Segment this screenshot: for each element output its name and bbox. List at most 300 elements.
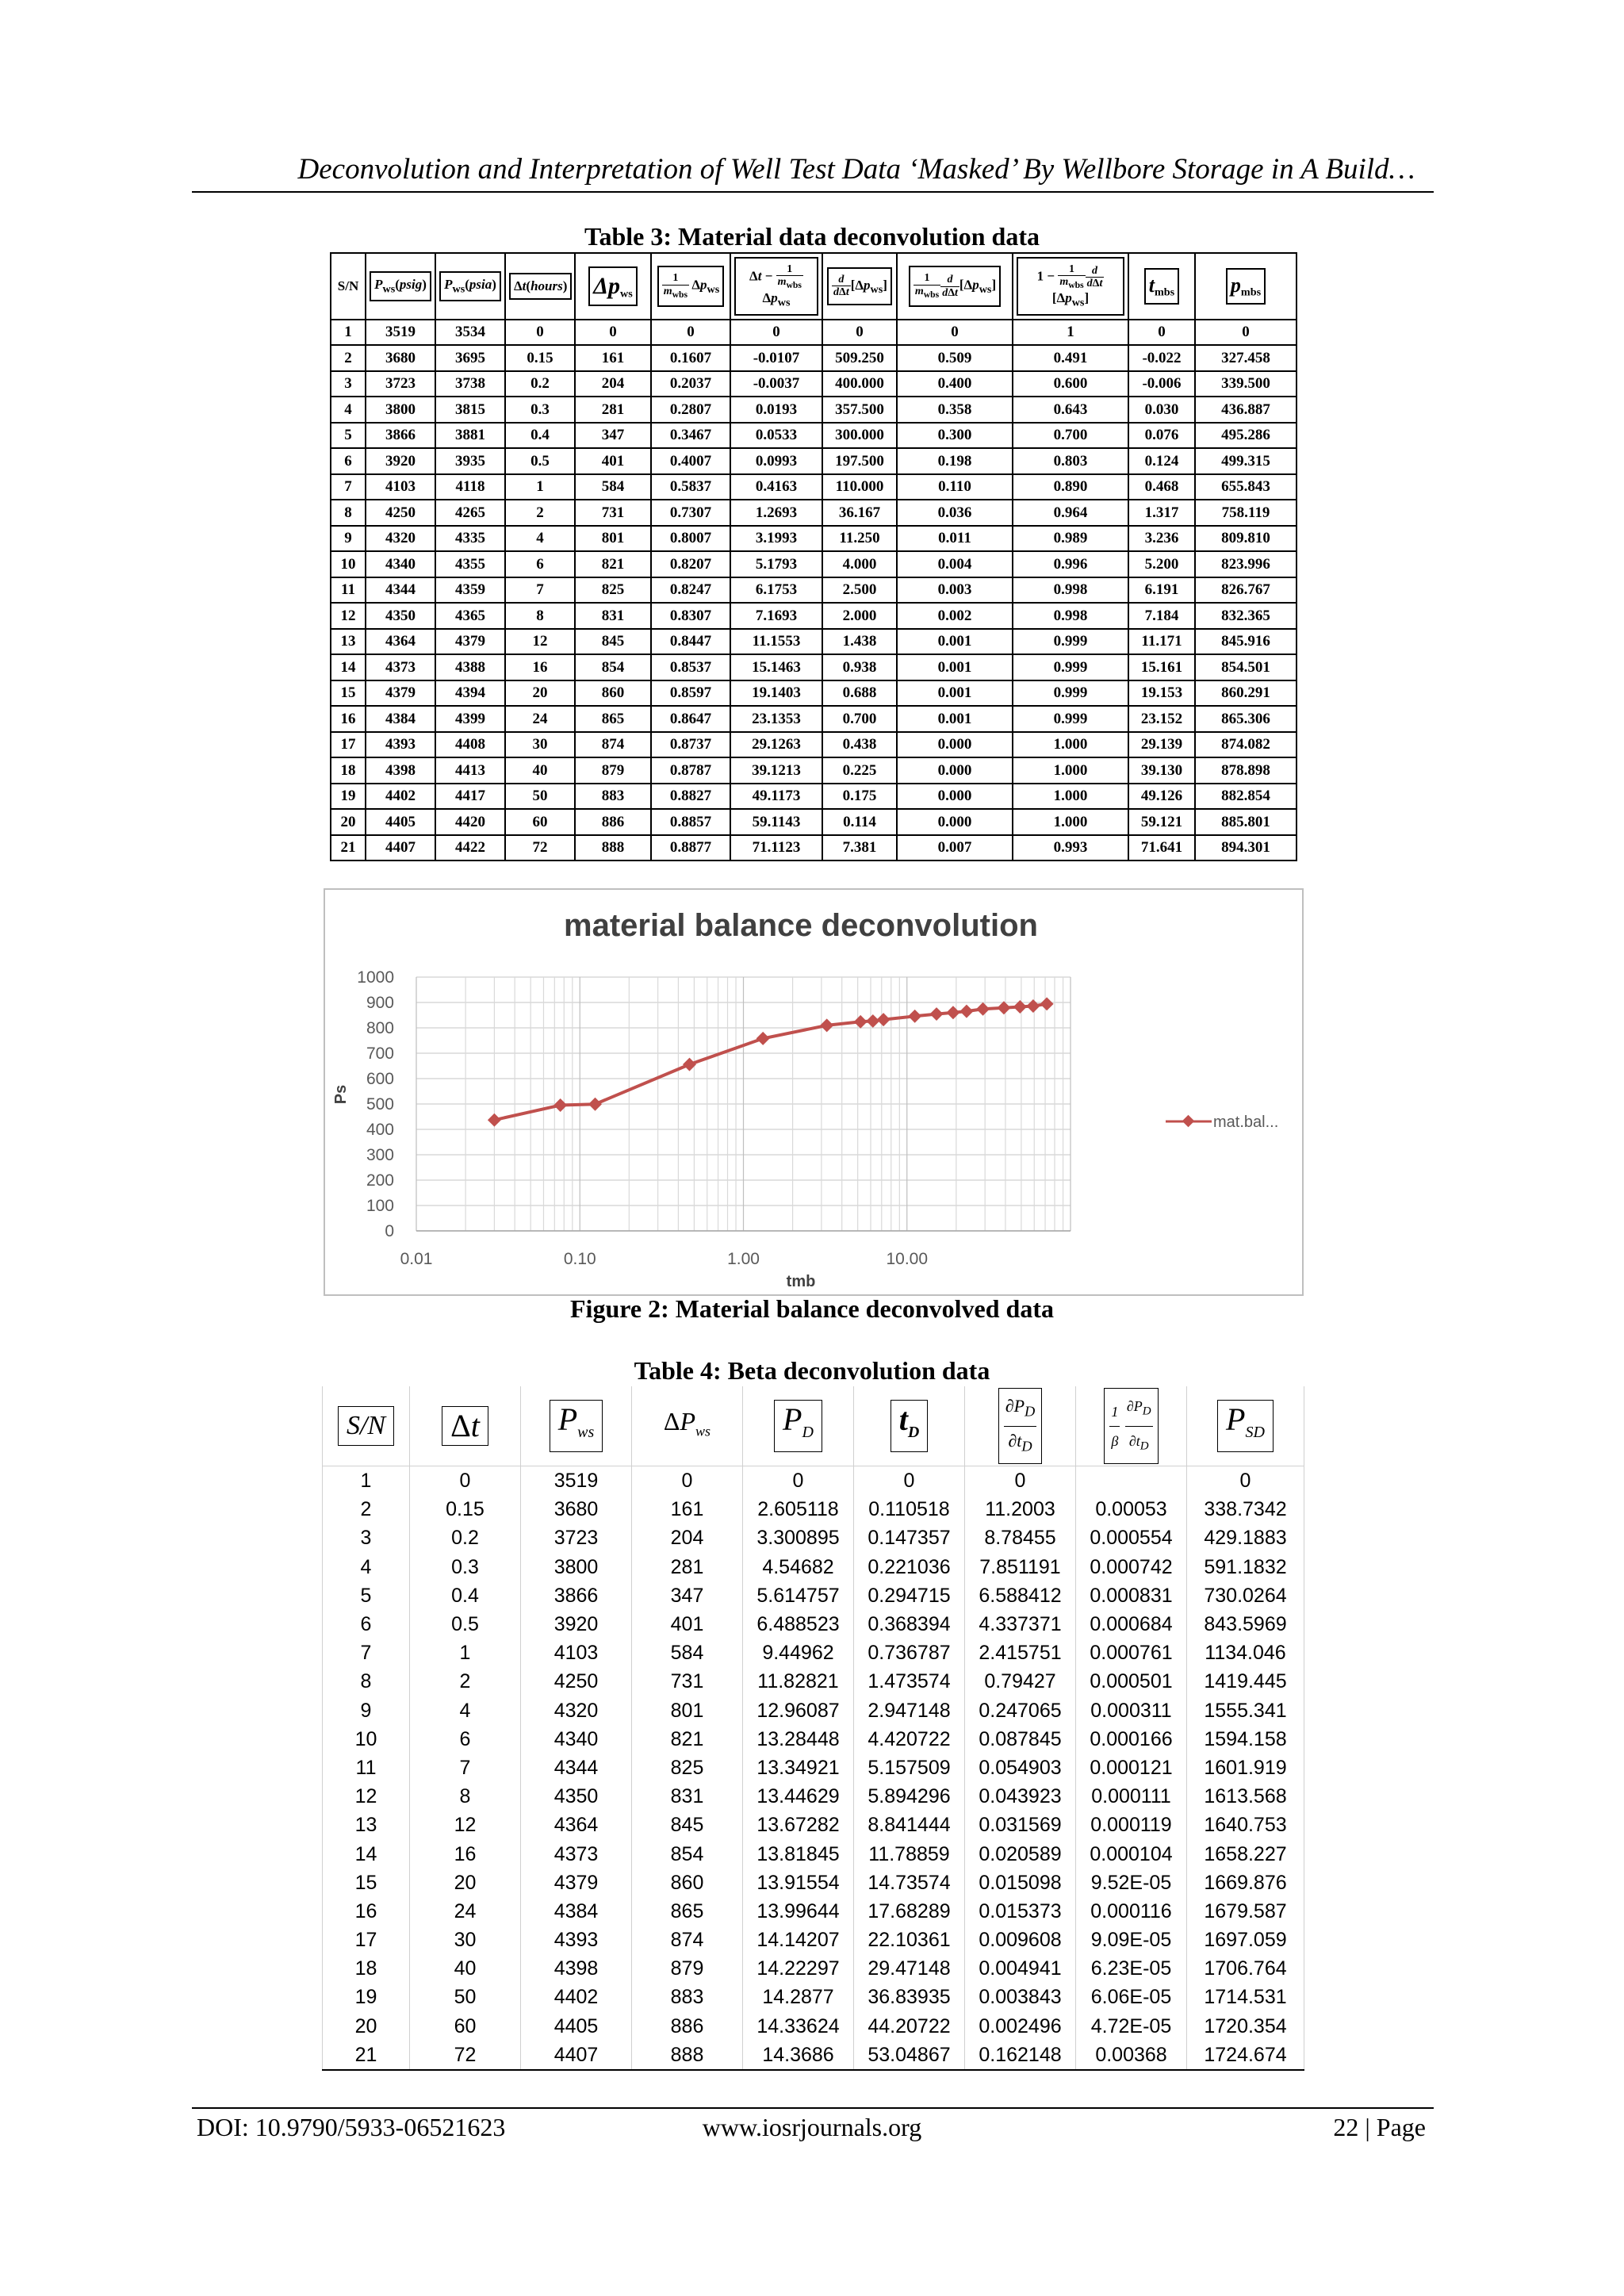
table4-row [323, 1754, 1304, 1782]
table3-cell: 0 [651, 320, 730, 346]
y-tick-label: 800 [366, 1019, 394, 1037]
table3-cell: 0.491 [1013, 345, 1128, 371]
table4-cell: 3723 [521, 1524, 632, 1552]
table3-cell: 0.8857 [651, 809, 730, 835]
table4-cell: 0.000501 [1076, 1667, 1187, 1696]
table4-cell: 11.78859 [854, 1839, 965, 1868]
table3-cell: 0.000 [897, 732, 1013, 758]
table3-row [331, 448, 1297, 474]
t3-col-pws-psia: $P_{ws}(psia)$ [435, 253, 505, 320]
table3-cell: 801 [575, 526, 651, 552]
t3-col-sn: S/N [331, 253, 366, 320]
table4-cell: 0.000831 [1076, 1581, 1187, 1610]
table4-cell: 7 [410, 1754, 521, 1782]
data-point [946, 1006, 959, 1019]
table3-cell: 0.7307 [651, 500, 730, 526]
table3-row [331, 732, 1297, 758]
table3-cell: 4373 [366, 654, 435, 680]
data-point [553, 1098, 567, 1112]
table4-cell: 0.003843 [965, 1983, 1076, 2011]
table3-cell: 0.3 [505, 397, 575, 423]
table3-cell: 0.124 [1128, 448, 1195, 474]
table3-cell: 0.999 [1013, 706, 1128, 732]
data-point [1026, 999, 1040, 1013]
table3-cell: 17 [331, 732, 366, 758]
table4-cell: 0.368394 [854, 1610, 965, 1639]
table3-cell: 0.030 [1128, 397, 1195, 423]
table3-cell: 0.011 [897, 526, 1013, 552]
table3-cell: 4402 [366, 784, 435, 810]
table3-cell: 0.8207 [651, 551, 730, 577]
table3-cell: 7 [331, 474, 366, 500]
table3-cell: 0.964 [1013, 500, 1128, 526]
table3-cell: 1.000 [1013, 732, 1128, 758]
table3-cell: 8 [505, 603, 575, 629]
table4-cell: 0 [1187, 1466, 1304, 1496]
table3-cell: 0.8307 [651, 603, 730, 629]
table3-cell: 0.643 [1013, 397, 1128, 423]
table3-cell: 71.641 [1128, 835, 1195, 861]
table3-cell: 6.1753 [730, 577, 822, 604]
table4-cell: 5.614757 [743, 1581, 854, 1610]
table4-cell: 0.031569 [965, 1811, 1076, 1839]
table3-cell: 59.121 [1128, 809, 1195, 835]
table4-cell: 19 [323, 1983, 410, 2011]
table4-cell: 29.47148 [854, 1954, 965, 1983]
table3-cell: 0.8007 [651, 526, 730, 552]
t3-col-tmbs: $t_{mbs}$ [1128, 253, 1195, 320]
table3-cell: 4394 [435, 680, 505, 707]
table3-cell: 6.191 [1128, 577, 1195, 604]
table4-cell: 854 [632, 1839, 743, 1868]
table4-cell: 0.4 [410, 1581, 521, 1610]
footer-divider [192, 2107, 1434, 2109]
y-tick-label: 0 [385, 1222, 394, 1240]
table3-cell: 7.381 [822, 835, 897, 861]
table3-cell: 0.000 [897, 809, 1013, 835]
table4-cell: 204 [632, 1524, 743, 1552]
t3-col-dt-hours: Δt(hours) [505, 253, 575, 320]
table4-cell: 11 [323, 1754, 410, 1782]
table4-cell: 1 [410, 1639, 521, 1667]
table3-cell: 4320 [366, 526, 435, 552]
table3-cell: 11.1553 [730, 629, 822, 655]
table4-cell: 1 [323, 1466, 410, 1496]
table3-cell: 0.3467 [651, 423, 730, 449]
table3-cell: 0.1607 [651, 345, 730, 371]
table3-row [331, 809, 1297, 835]
table3-cell: 825 [575, 577, 651, 604]
table3-cell: 19.153 [1128, 680, 1195, 707]
table3-cell: 3935 [435, 448, 505, 474]
table3-cell: 2 [505, 500, 575, 526]
table3-row [331, 629, 1297, 655]
table4-row [323, 1782, 1304, 1811]
table3-cell: 13 [331, 629, 366, 655]
table4-row [323, 1553, 1304, 1581]
table4-cell: 879 [632, 1954, 743, 1983]
table3-cell: 0.700 [1013, 423, 1128, 449]
table4-cell: 5.157509 [854, 1754, 965, 1782]
table4-cell: 888 [632, 2041, 743, 2070]
table4-row [323, 1524, 1304, 1552]
data-point [854, 1015, 868, 1029]
t3-col-pws-psig: $P_{ws}(psig)$ [366, 253, 435, 320]
table3-cell: 0.998 [1013, 603, 1128, 629]
table4-row [323, 1897, 1304, 1926]
table3-row [331, 577, 1297, 604]
table3-cell: 845.916 [1195, 629, 1297, 655]
table4-cell: 0.000554 [1076, 1524, 1187, 1552]
table3-cell: 40 [505, 757, 575, 784]
table4-cell: 13 [323, 1811, 410, 1839]
table4-cell: 2 [410, 1667, 521, 1696]
table3-cell: 5.1793 [730, 551, 822, 577]
table4-cell: 22.10361 [854, 1926, 965, 1954]
data-point [997, 1001, 1010, 1014]
table3-cell: 0.890 [1013, 474, 1128, 500]
table3-row [331, 706, 1297, 732]
table3-cell: 860 [575, 680, 651, 707]
table4-cell: 8.841444 [854, 1811, 965, 1839]
table3-cell: 4250 [366, 500, 435, 526]
table4-cell: 4344 [521, 1754, 632, 1782]
x-tick-label: 0.10 [563, 1250, 596, 1268]
table3-cell: 339.500 [1195, 371, 1297, 397]
table3-row [331, 835, 1297, 861]
table3-cell: -0.0037 [730, 371, 822, 397]
table3-cell: 3 [331, 371, 366, 397]
table3-cell: 874 [575, 732, 651, 758]
table4-cell: 1419.445 [1187, 1667, 1304, 1696]
table4-cell: 0.002496 [965, 2012, 1076, 2041]
table3-cell: 4388 [435, 654, 505, 680]
table3-cell: 0.8737 [651, 732, 730, 758]
table3-cell: 3920 [366, 448, 435, 474]
table4-cell: 6.06E-05 [1076, 1983, 1187, 2011]
table3-cell: 3815 [435, 397, 505, 423]
footer-doi: DOI: 10.9790/5933-06521623 [197, 2113, 506, 2141]
table3-cell: 0.8247 [651, 577, 730, 604]
table4-cell: 13.91554 [743, 1869, 854, 1897]
table4-cell: 2.947148 [854, 1696, 965, 1725]
table3-cell: 0.8827 [651, 784, 730, 810]
table4-cell: 4393 [521, 1926, 632, 1954]
table4-cell: 10 [323, 1725, 410, 1754]
table3-caption: Table 3: Material data deconvolution data [584, 222, 1040, 251]
table4-cell: 401 [632, 1610, 743, 1639]
table3-row [331, 500, 1297, 526]
table4-cell: 3.300895 [743, 1524, 854, 1552]
table3-cell: 16 [331, 706, 366, 732]
table4-cell: 72 [410, 2041, 521, 2070]
table3-cell: 0.803 [1013, 448, 1128, 474]
table3-cell: 357.500 [822, 397, 897, 423]
table3-cell: 4359 [435, 577, 505, 604]
data-point [756, 1032, 770, 1045]
table4-row [323, 1610, 1304, 1639]
table3-cell: 1 [1013, 320, 1128, 346]
table3-cell: 197.500 [822, 448, 897, 474]
table4-cell: 0.000121 [1076, 1754, 1187, 1782]
table3-cell: 865 [575, 706, 651, 732]
table3-cell: 0.300 [897, 423, 1013, 449]
table4-row [323, 1696, 1304, 1725]
table4-cell: 0.087845 [965, 1725, 1076, 1754]
table3-cell: 110.000 [822, 474, 897, 500]
table3-cell: 11.171 [1128, 629, 1195, 655]
table4-cell: 4405 [521, 2012, 632, 2041]
table3-row [331, 423, 1297, 449]
table3-cell: 20 [331, 809, 366, 835]
table3-cell: 0.003 [897, 577, 1013, 604]
table3-cell: 0 [1195, 320, 1297, 346]
table3-cell: 0 [897, 320, 1013, 346]
table3-cell: 0.8597 [651, 680, 730, 707]
table3-cell: 4405 [366, 809, 435, 835]
table3-cell: 0.001 [897, 680, 1013, 707]
table3-cell: 300.000 [822, 423, 897, 449]
table4-cell: 53.04867 [854, 2041, 965, 2070]
table3-cell: 4364 [366, 629, 435, 655]
y-tick-label: 900 [366, 994, 394, 1012]
table4-cell: 0.15 [410, 1495, 521, 1524]
x-axis-label: tmb [786, 1273, 816, 1290]
table3-header-row [331, 253, 1297, 320]
table4-row [323, 1581, 1304, 1610]
table3-cell: 19 [331, 784, 366, 810]
table3-cell: 1.000 [1013, 809, 1128, 835]
table3-cell: 584 [575, 474, 651, 500]
table3-cell: 71.1123 [730, 835, 822, 861]
table3-cell: 4379 [435, 629, 505, 655]
table3-cell: 281 [575, 397, 651, 423]
table4-cell: 0.015098 [965, 1869, 1076, 1897]
table4-row [323, 1839, 1304, 1868]
table3-cell: 3866 [366, 423, 435, 449]
table3-cell: 3695 [435, 345, 505, 371]
t3-col-norm-derivative: $\frac{1}{m_{wbs}}$ $\frac{d}{\text{dΔt}}$ $[\Delta p_{ws}]$ [897, 253, 1013, 320]
chart-svg [325, 890, 1302, 1294]
table4-cell: 13.28448 [743, 1725, 854, 1754]
table4-row [323, 1811, 1304, 1839]
table3-cell: 4340 [366, 551, 435, 577]
table4-cell: 3519 [521, 1466, 632, 1496]
table3-cell: 2.000 [822, 603, 897, 629]
table3-cell: 0.001 [897, 654, 1013, 680]
t4-col-pd: $P_D$ [743, 1386, 854, 1466]
table3-cell: 3680 [366, 345, 435, 371]
table3-cell: 821 [575, 551, 651, 577]
table4-cell: 4103 [521, 1639, 632, 1667]
table4-cell: 2 [323, 1495, 410, 1524]
table3-row [331, 397, 1297, 423]
table3-cell: 4265 [435, 500, 505, 526]
table3-cell: 0.4007 [651, 448, 730, 474]
table3-cell: 29.1263 [730, 732, 822, 758]
table3-cell: 0.175 [822, 784, 897, 810]
table3-cell: 826.767 [1195, 577, 1297, 604]
table4-cell: 9.44962 [743, 1639, 854, 1667]
table3-row [331, 784, 1297, 810]
table3-cell: 0.5 [505, 448, 575, 474]
table3-cell: 0.993 [1013, 835, 1128, 861]
table4-cell: 4384 [521, 1897, 632, 1926]
table3-cell: 4103 [366, 474, 435, 500]
table3-cell: 4379 [366, 680, 435, 707]
table3-cell: 0.5837 [651, 474, 730, 500]
table4-cell: 0.00053 [1076, 1495, 1187, 1524]
table4-cell: 14 [323, 1839, 410, 1868]
table3-cell: 0.8647 [651, 706, 730, 732]
table3-cell: 0.8787 [651, 757, 730, 784]
table3-cell: 20 [505, 680, 575, 707]
table3-cell: 24 [505, 706, 575, 732]
y-tick-label: 600 [366, 1070, 394, 1088]
table3-cell: 809.810 [1195, 526, 1297, 552]
table4-cell: 0.162148 [965, 2041, 1076, 2070]
header-divider [192, 191, 1434, 193]
table4-cell: 1658.227 [1187, 1839, 1304, 1868]
table4-cell: 821 [632, 1725, 743, 1754]
data-point [488, 1114, 501, 1127]
data-point [866, 1014, 879, 1028]
table4-cell: 0.79427 [965, 1667, 1076, 1696]
table3-cell: 0.000 [897, 784, 1013, 810]
table4-cell: 4373 [521, 1839, 632, 1868]
table4-cell: 886 [632, 2012, 743, 2041]
table4-cell: 825 [632, 1754, 743, 1782]
table4-cell: 801 [632, 1696, 743, 1725]
table3-cell: 16 [505, 654, 575, 680]
table3-cell: 0.700 [822, 706, 897, 732]
table3-row [331, 526, 1297, 552]
table3-row [331, 345, 1297, 371]
table3-cell: 883 [575, 784, 651, 810]
table4-cell: 14.22297 [743, 1954, 854, 1983]
table4-cell: 20 [410, 1869, 521, 1897]
table4-cell: 0.004941 [965, 1954, 1076, 1983]
table4-cell: 11.82821 [743, 1667, 854, 1696]
table3-cell: 6 [505, 551, 575, 577]
figure2-chart [324, 888, 1304, 1296]
table3-cell: 11 [331, 577, 366, 604]
table3-cell: 23.152 [1128, 706, 1195, 732]
table4-cell: 0.054903 [965, 1754, 1076, 1782]
table4-cell: 4398 [521, 1954, 632, 1983]
table4-cell: 4 [410, 1696, 521, 1725]
table3-cell: 3800 [366, 397, 435, 423]
table4-cell: 0.147357 [854, 1524, 965, 1552]
table3-cell: 886 [575, 809, 651, 835]
table4-cell: 1.473574 [854, 1667, 965, 1696]
table3-cell: 882.854 [1195, 784, 1297, 810]
table4-cell: 6.488523 [743, 1610, 854, 1639]
table3-cell: 436.887 [1195, 397, 1297, 423]
table4-cell: 1706.764 [1187, 1954, 1304, 1983]
table4-cell: 1555.341 [1187, 1696, 1304, 1725]
legend-label: mat.bal... [1213, 1114, 1279, 1131]
table3-cell: 888 [575, 835, 651, 861]
table3-cell: 0.001 [897, 706, 1013, 732]
table3-cell: 4413 [435, 757, 505, 784]
table3-cell: 0.438 [822, 732, 897, 758]
table3-cell: 12 [331, 603, 366, 629]
table3-row [331, 320, 1297, 346]
table3-cell: 2.500 [822, 577, 897, 604]
table4-cell: 161 [632, 1495, 743, 1524]
table3-cell: 0.004 [897, 551, 1013, 577]
t3-col-one-minus: 1 − $\frac{1}{m_{wbs}}$ $\frac{d}{\text{dΔt}}$ $[\Delta p_{ws}]$ [1013, 253, 1128, 320]
table3-cell: 3.236 [1128, 526, 1195, 552]
table4-cell: 40 [410, 1954, 521, 1983]
table3-cell: 19.1403 [730, 680, 822, 707]
table3-cell: 758.119 [1195, 500, 1297, 526]
table3-cell: 0.198 [897, 448, 1013, 474]
data-point [820, 1018, 833, 1032]
data-point [930, 1007, 944, 1021]
table4-cell: 1601.919 [1187, 1754, 1304, 1782]
table4-cell: 4350 [521, 1782, 632, 1811]
table4-cell: 0.294715 [854, 1581, 965, 1610]
y-tick-label: 200 [366, 1171, 394, 1190]
table3-cell: 0.2807 [651, 397, 730, 423]
table4-cell: 12.96087 [743, 1696, 854, 1725]
legend-marker [1182, 1115, 1195, 1128]
table3-row [331, 371, 1297, 397]
table4-cell: 0.3 [410, 1553, 521, 1581]
table3-cell: 72 [505, 835, 575, 861]
table3-cell: 854.501 [1195, 654, 1297, 680]
table4-cell: 281 [632, 1553, 743, 1581]
table4-row [323, 1667, 1304, 1696]
table3-cell: 832.365 [1195, 603, 1297, 629]
table4-cell: 16 [410, 1839, 521, 1868]
table4-cell: 13.81845 [743, 1839, 854, 1868]
t3-col-pmbs: $p_{mbs}$ [1195, 253, 1297, 320]
table3-cell: 4335 [435, 526, 505, 552]
table3-cell: 50 [505, 784, 575, 810]
table4-cell: 30 [410, 1926, 521, 1954]
table4-cell: 0.00368 [1076, 2041, 1187, 2070]
table3-cell: 4355 [435, 551, 505, 577]
table4-cell: 730.0264 [1187, 1581, 1304, 1610]
y-tick-label: 400 [366, 1121, 394, 1139]
table3-cell: -0.0107 [730, 345, 822, 371]
table4-cell: 0.020589 [965, 1839, 1076, 1868]
t4-col-td: $t_D$ [854, 1386, 965, 1466]
t4-col-dt: Δt [410, 1386, 521, 1466]
table4-cell: 584 [632, 1639, 743, 1667]
table4-cell: 1669.876 [1187, 1869, 1304, 1897]
table4-row [323, 1495, 1304, 1524]
table4-cell: 0.2 [410, 1524, 521, 1552]
table3-cell: 29.139 [1128, 732, 1195, 758]
data-point [1040, 997, 1054, 1010]
table3-cell: 23.1353 [730, 706, 822, 732]
table3-cell: 0.0993 [730, 448, 822, 474]
table3-cell: 327.458 [1195, 345, 1297, 371]
table4-cell: 3920 [521, 1610, 632, 1639]
table4-cell: 14.33624 [743, 2012, 854, 2041]
table4-cell: 874 [632, 1926, 743, 1954]
table4-cell: 44.20722 [854, 2012, 965, 2041]
table3-cell: 4.000 [822, 551, 897, 577]
table3-cell: 18 [331, 757, 366, 784]
table4-cell: 20 [323, 2012, 410, 2041]
table3-cell: 0.15 [505, 345, 575, 371]
table4-cell: 3800 [521, 1553, 632, 1581]
